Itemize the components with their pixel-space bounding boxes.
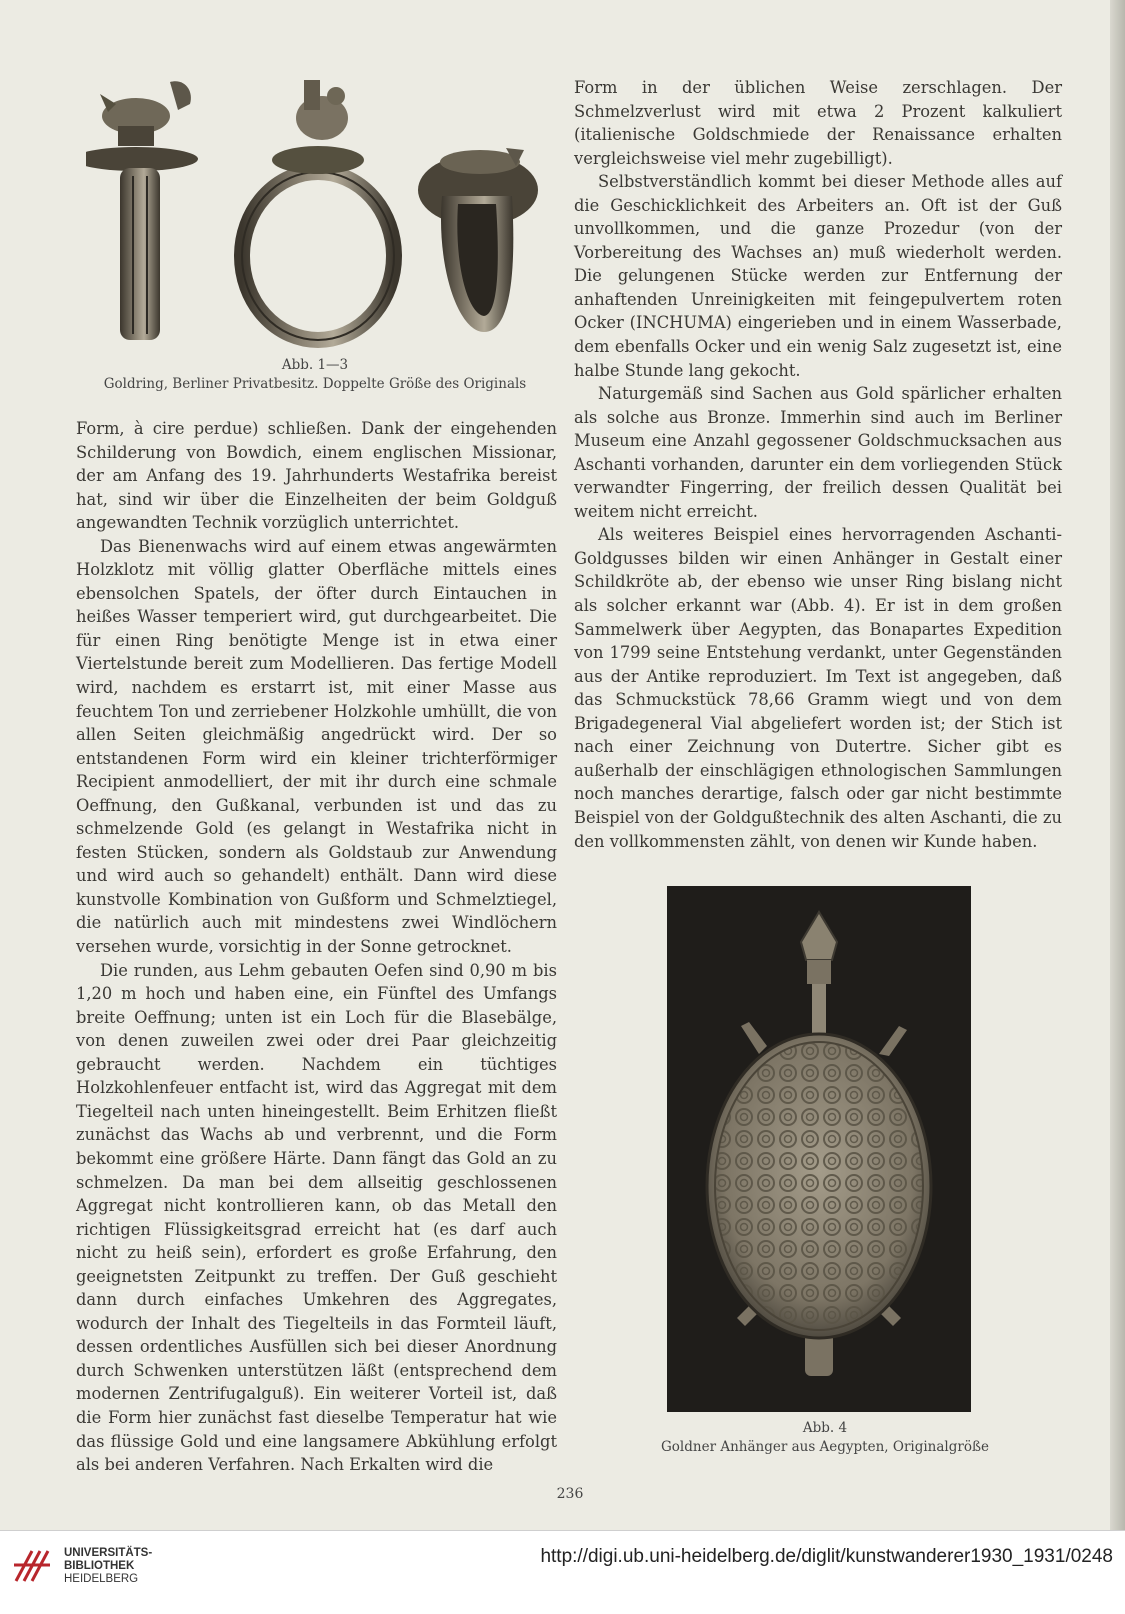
page-edge-shadow bbox=[1110, 0, 1125, 1530]
ring-side-view bbox=[86, 81, 198, 340]
ring-front-view bbox=[242, 80, 394, 340]
figure-rings-number: Abb. 1—3 bbox=[281, 357, 349, 373]
library-line-1: UNIVERSITÄTS- bbox=[64, 1547, 153, 1559]
page-number: 236 bbox=[556, 1486, 584, 1502]
turtle-pendant-photo bbox=[667, 886, 971, 1412]
figure-turtle-caption bbox=[640, 1419, 1010, 1457]
library-line-3: HEIDELBERG bbox=[64, 1573, 139, 1585]
paragraph: Form in der üblichen Weise zerschlagen. Der Schmelzverlust wird mit etwa 2 Prozent kalkuliert (italienische Goldschmiede der Renaissance erhalten vergleichsweise viel mehr zugebilligt). bbox=[574, 78, 1062, 168]
paragraph: Das Bienenwachs wird auf einem etwas angewärmten Holzklotz mit völlig glatter Oberfläche mittels eines ebensolchen Spatels, der öfter durch Eintauchen in heißes Wasser temperiert wird, gut durchgearbeitet. Die für einen Ring benötigte Menge ist in etwa einer Viertelstunde bereit zum Modellieren. Das fertige Modell wird, nachdem es erstarrt ist, mit einer Masse aus feuchtem Ton und zerriebener Holzkohle umhüllt, die von allen Seiten gleichmäßig angedrückt wird. Der so entstandenen Form wird ein kleiner trichterförmiger Recipient anmodelliert, der mit ihr durch eine schmale Oeffnung, den Gußkanal, verbunden ist und das zu schmelzende Gold (es gelangt in Westafrika nicht in festen Stücken, sondern als Goldstaub zur Anwendung und wird auch so gehandelt) enthält. Dann wird diese kunstvolle Kombination von Gußform und Schmelztiegel, die natürlich auch mit mindestens zwei Windlöchern versehen wurde, vorsichtig in der Sonne getrocknet. bbox=[76, 536, 557, 957]
permalink-url[interactable]: http://digi.ub.uni-heidelberg.de/diglit/kunstwanderer1930_1931/0248 bbox=[540, 1546, 1113, 1567]
library-line-2: BIBLIOTHEK bbox=[64, 1560, 135, 1572]
paragraph: Naturgemäß sind Sachen aus Gold spärlicher erhalten als solche aus Bronze. Immerhin sind auch im Berliner Museum eine Anzahl gegossener Goldschmucksachen aus Aschanti vorhanden, darunter ein dem vorliegenden Stück verwandter Fingerring, der freilich dessen Qualität bei weitem nicht erreicht. bbox=[574, 384, 1062, 521]
paragraph: Selbstverständlich kommt bei dieser Methode alles auf die Geschicklichkeit des Arbeiters an. Oft ist der Guß unvollkommen, und die ganze Prozedur (von der Vorbereitung des Wachses an) muß wiederholt werden. Die gelungenen Stücke werden zur Entfernung der anhaftenden Unreinigkeiten mit feingepulvertem roten Ocker (INCHUMA) eingerieben und in einem Wasserbade, dem ebenfalls Ocker und ein wenig Salz zugesetzt ist, eine halbe Stunde lang gekocht. bbox=[574, 172, 1062, 380]
paragraph: Form, à cire perdue) schließen. Dank der eingehenden Schilderung von Bowdich, einem englischen Missionar, der am Anfang des 19. Jahrhunderts Westafrika bereist hat, sind wir über die Einzelheiten der beim Goldguß angewandten Technik vorzüglich unterrichtet. bbox=[76, 419, 557, 533]
ub-heidelberg-logo-icon[interactable] bbox=[10, 1543, 54, 1587]
footer-bar bbox=[0, 1530, 1125, 1614]
figure-turtle-number: Abb. 4 bbox=[802, 1420, 848, 1436]
figure-turtle-text: Goldner Anhänger aus Aegypten, Originalgröße bbox=[661, 1439, 989, 1455]
left-text-column bbox=[76, 417, 557, 1477]
paragraph: Die runden, aus Lehm gebauten Oefen sind 0,90 m bis 1,20 m hoch und haben eine, ein Fünftel des Umfangs breite Oeffnung; unten ist ein Loch für die Blasebälge, von denen zuweilen zwei oder drei Paar gleichzeitig gebraucht werden. Nachdem ein tüchtiges Holzkohlenfeuer entfacht ist, wird das Aggregat mit dem Tiegelteil nach unten hineingestellt. Beim Erhitzen fließt zunächst das Wachs ab und verbrennt, und die Form bekommt eine größere Härte. Dann fängt das Gold an zu schmelzen. Da man bei dem allseitig geschlossenen Aggregat nicht kontrollieren kann, ob das Metall den richtigen Flüssigkeitsgrad erreicht hat (es darf auch nicht zu heiß sein), erfordert es große Erfahrung, den geeignetsten Zeitpunkt zu treffen. Der Guß geschieht dann durch einfaches Umkehren des Aggregates, wodurch der Inhalt des Tiegelteils in das Formteil läuft, dessen ordentliches Ausfüllen sich bei dieser Anordnung durch Schwenken unterstützen läßt (entsprechend dem modernen Zentrifugalguß). Ein weiterer Vorteil ist, daß die Form hier zunächst fast dieselbe Temperatur hat wie das flüssige Gold und eine langsamere Abkühlung erfolgt als bei anderen Verfahren. Nach Erkalten wird die bbox=[76, 960, 557, 1475]
figure-rings-caption bbox=[80, 356, 550, 394]
figure-rings-text: Goldring, Berliner Privatbesitz. Doppelte Größe des Originals bbox=[103, 376, 527, 392]
paragraph: Als weiteres Beispiel eines hervorragenden Aschanti-Goldgusses bilden wir einen Anhänger in Gestalt einer Schildkröte ab, der ebenso wie unser Ring bislang nicht als solcher erkannt war (Abb. 4). Er ist in dem großen Sammelwerk über Aegypten, das Bonapartes Expedition von 1799 seine Entstehung verdankt, unter Gegenständen aus der Antike reproduziert. Im Text ist angegeben, daß das Schmuckstück 78,66 Gramm wiegt und von dem Brigadegeneral Vial abgeliefert worden ist; der Stich ist nach einer Zeichnung von Dutertre. Sicher gibt es außerhalb der einschlägigen ethnologischen Sammlungen noch manches derartige, falsch oder gar nicht bestimmte Beispiel von der Goldgußtechnik des alten Aschanti, die zu den vollkommensten zählt, von denen wir Kunde haben. bbox=[574, 525, 1062, 851]
figure-turtle-pendant bbox=[667, 886, 971, 1412]
figure-gold-rings bbox=[86, 76, 546, 348]
right-text-column bbox=[574, 76, 1062, 853]
gold-rings-photo bbox=[86, 76, 546, 348]
library-name bbox=[64, 1547, 152, 1586]
ring-three-quarter-view bbox=[418, 148, 538, 332]
